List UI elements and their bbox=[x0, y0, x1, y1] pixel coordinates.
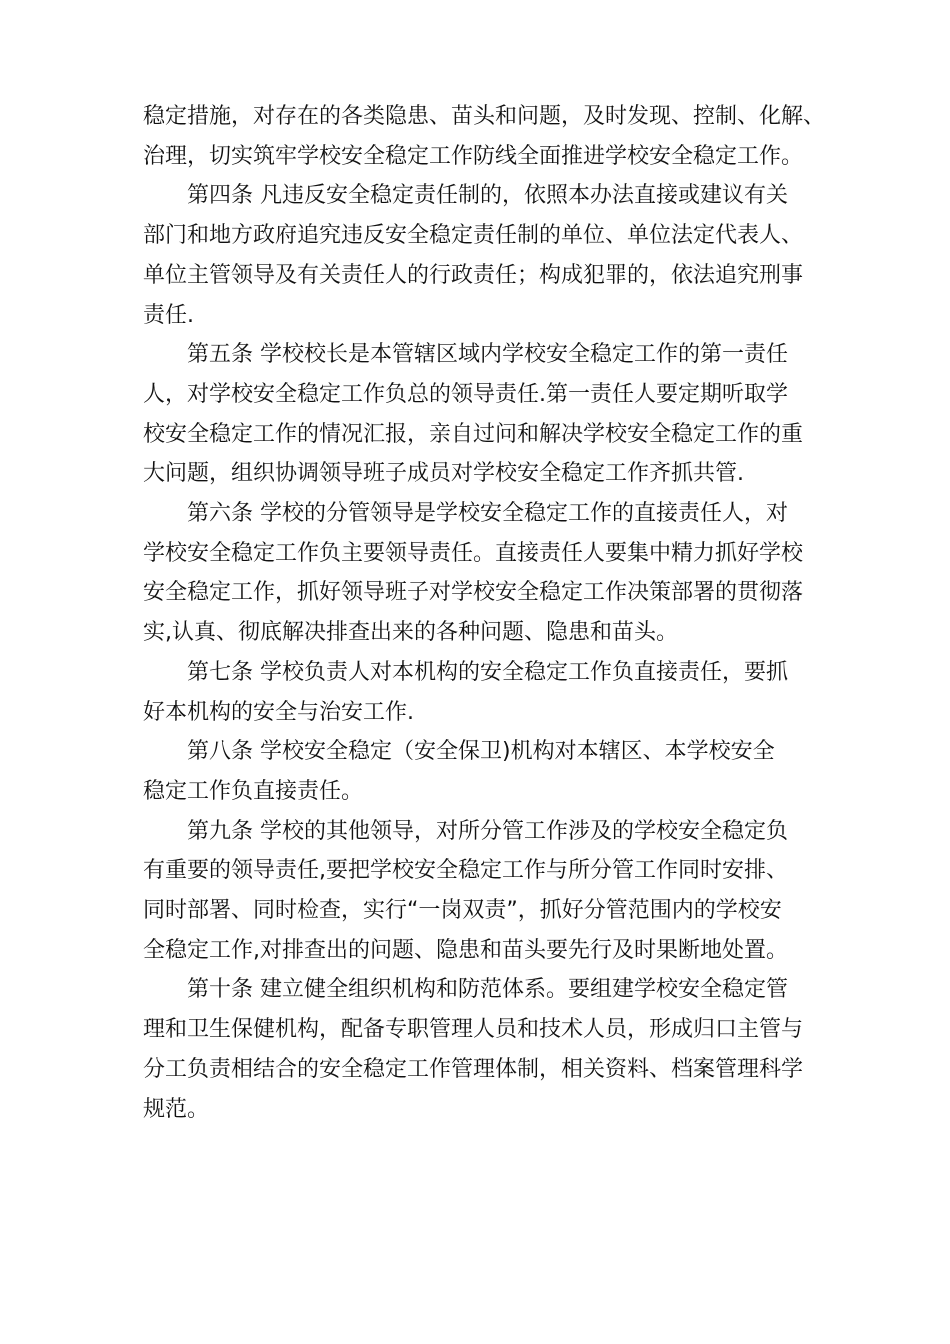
text-line: 第九条 学校的其他领导，对所分管工作涉及的学校安全稳定负 bbox=[187, 818, 788, 844]
text-line: 好本机构的安全与治安工作. bbox=[143, 699, 414, 725]
text-line: 分工负责相结合的安全稳定工作管理体制，相关资料、档案管理科学 bbox=[143, 1056, 804, 1082]
text-line: 单位主管领导及有关责任人的行政责任；构成犯罪的，依法追究刑事 bbox=[143, 262, 804, 288]
article-5-paragraph bbox=[143, 335, 813, 494]
article-9-paragraph bbox=[143, 812, 813, 971]
article-4-paragraph bbox=[143, 176, 813, 335]
paragraph-continuation bbox=[143, 97, 826, 176]
text-line: 人，对学校安全稳定工作负总的领导责任.第一责任人要定期听取学 bbox=[143, 381, 788, 407]
text-line: 理和卫生保健机构，配备专职管理人员和技术人员，形成归口主管与 bbox=[143, 1017, 804, 1043]
text-line: 治理，切实筑牢学校安全稳定工作防线全面推进学校安全稳定工作。 bbox=[143, 143, 804, 169]
text-line: 第八条 学校安全稳定（安全保卫)机构对本辖区、本学校安全 bbox=[187, 739, 775, 765]
text-line: 第五条 学校校长是本管辖区域内学校安全稳定工作的第一责任 bbox=[187, 342, 788, 368]
text-line: 第六条 学校的分管领导是学校安全稳定工作的直接责任人，对 bbox=[187, 501, 788, 527]
article-10-paragraph bbox=[143, 970, 813, 1129]
text-line: 有重要的领导责任,要把学校安全稳定工作与所分管工作同时安排、 bbox=[143, 858, 788, 884]
text-line: 校安全稳定工作的情况汇报，亲自过问和解决学校安全稳定工作的重 bbox=[143, 421, 804, 447]
text-line: 部门和地方政府追究违反安全稳定责任制的单位、单位法定代表人、 bbox=[143, 223, 804, 249]
text-line: 第四条 凡违反安全稳定责任制的，依照本办法直接或建议有关 bbox=[187, 183, 788, 209]
text-line: 稳定工作负直接责任。 bbox=[143, 778, 364, 804]
text-line: 稳定措施，对存在的各类隐患、苗头和问题，及时发现、控制、化解、 bbox=[143, 104, 826, 129]
text-line: 大问题，组织协调领导班子成员对学校安全稳定工作齐抓共管. bbox=[143, 461, 744, 487]
article-8-paragraph bbox=[143, 732, 813, 811]
text-line: 同时部署、同时检查，实行“一岗双责”，抓好分管范围内的学校安 bbox=[143, 898, 782, 924]
text-line: 安全稳定工作，抓好领导班子对学校安全稳定工作决策部署的贯彻落 bbox=[143, 580, 804, 606]
text-line: 责任. bbox=[143, 302, 194, 328]
text-line: 第十条 建立健全组织机构和防范体系。要组建学校安全稳定管 bbox=[187, 977, 788, 1003]
text-line: 规范。 bbox=[143, 1096, 210, 1122]
text-line: 学校安全稳定工作负主要领导责任。直接责任人要集中精力抓好学校 bbox=[143, 540, 804, 566]
article-6-paragraph bbox=[143, 494, 813, 653]
article-7-paragraph bbox=[143, 653, 813, 732]
text-line: 第七条 学校负责人对本机构的安全稳定工作负直接责任，要抓 bbox=[187, 659, 788, 685]
text-line: 实,认真、彻底解决排查出来的各种问题、隐患和苗头。 bbox=[143, 620, 678, 646]
text-line: 全稳定工作,对排查出的问题、隐患和苗头要先行及时果断地处置。 bbox=[143, 937, 788, 963]
document-body bbox=[143, 97, 826, 1129]
